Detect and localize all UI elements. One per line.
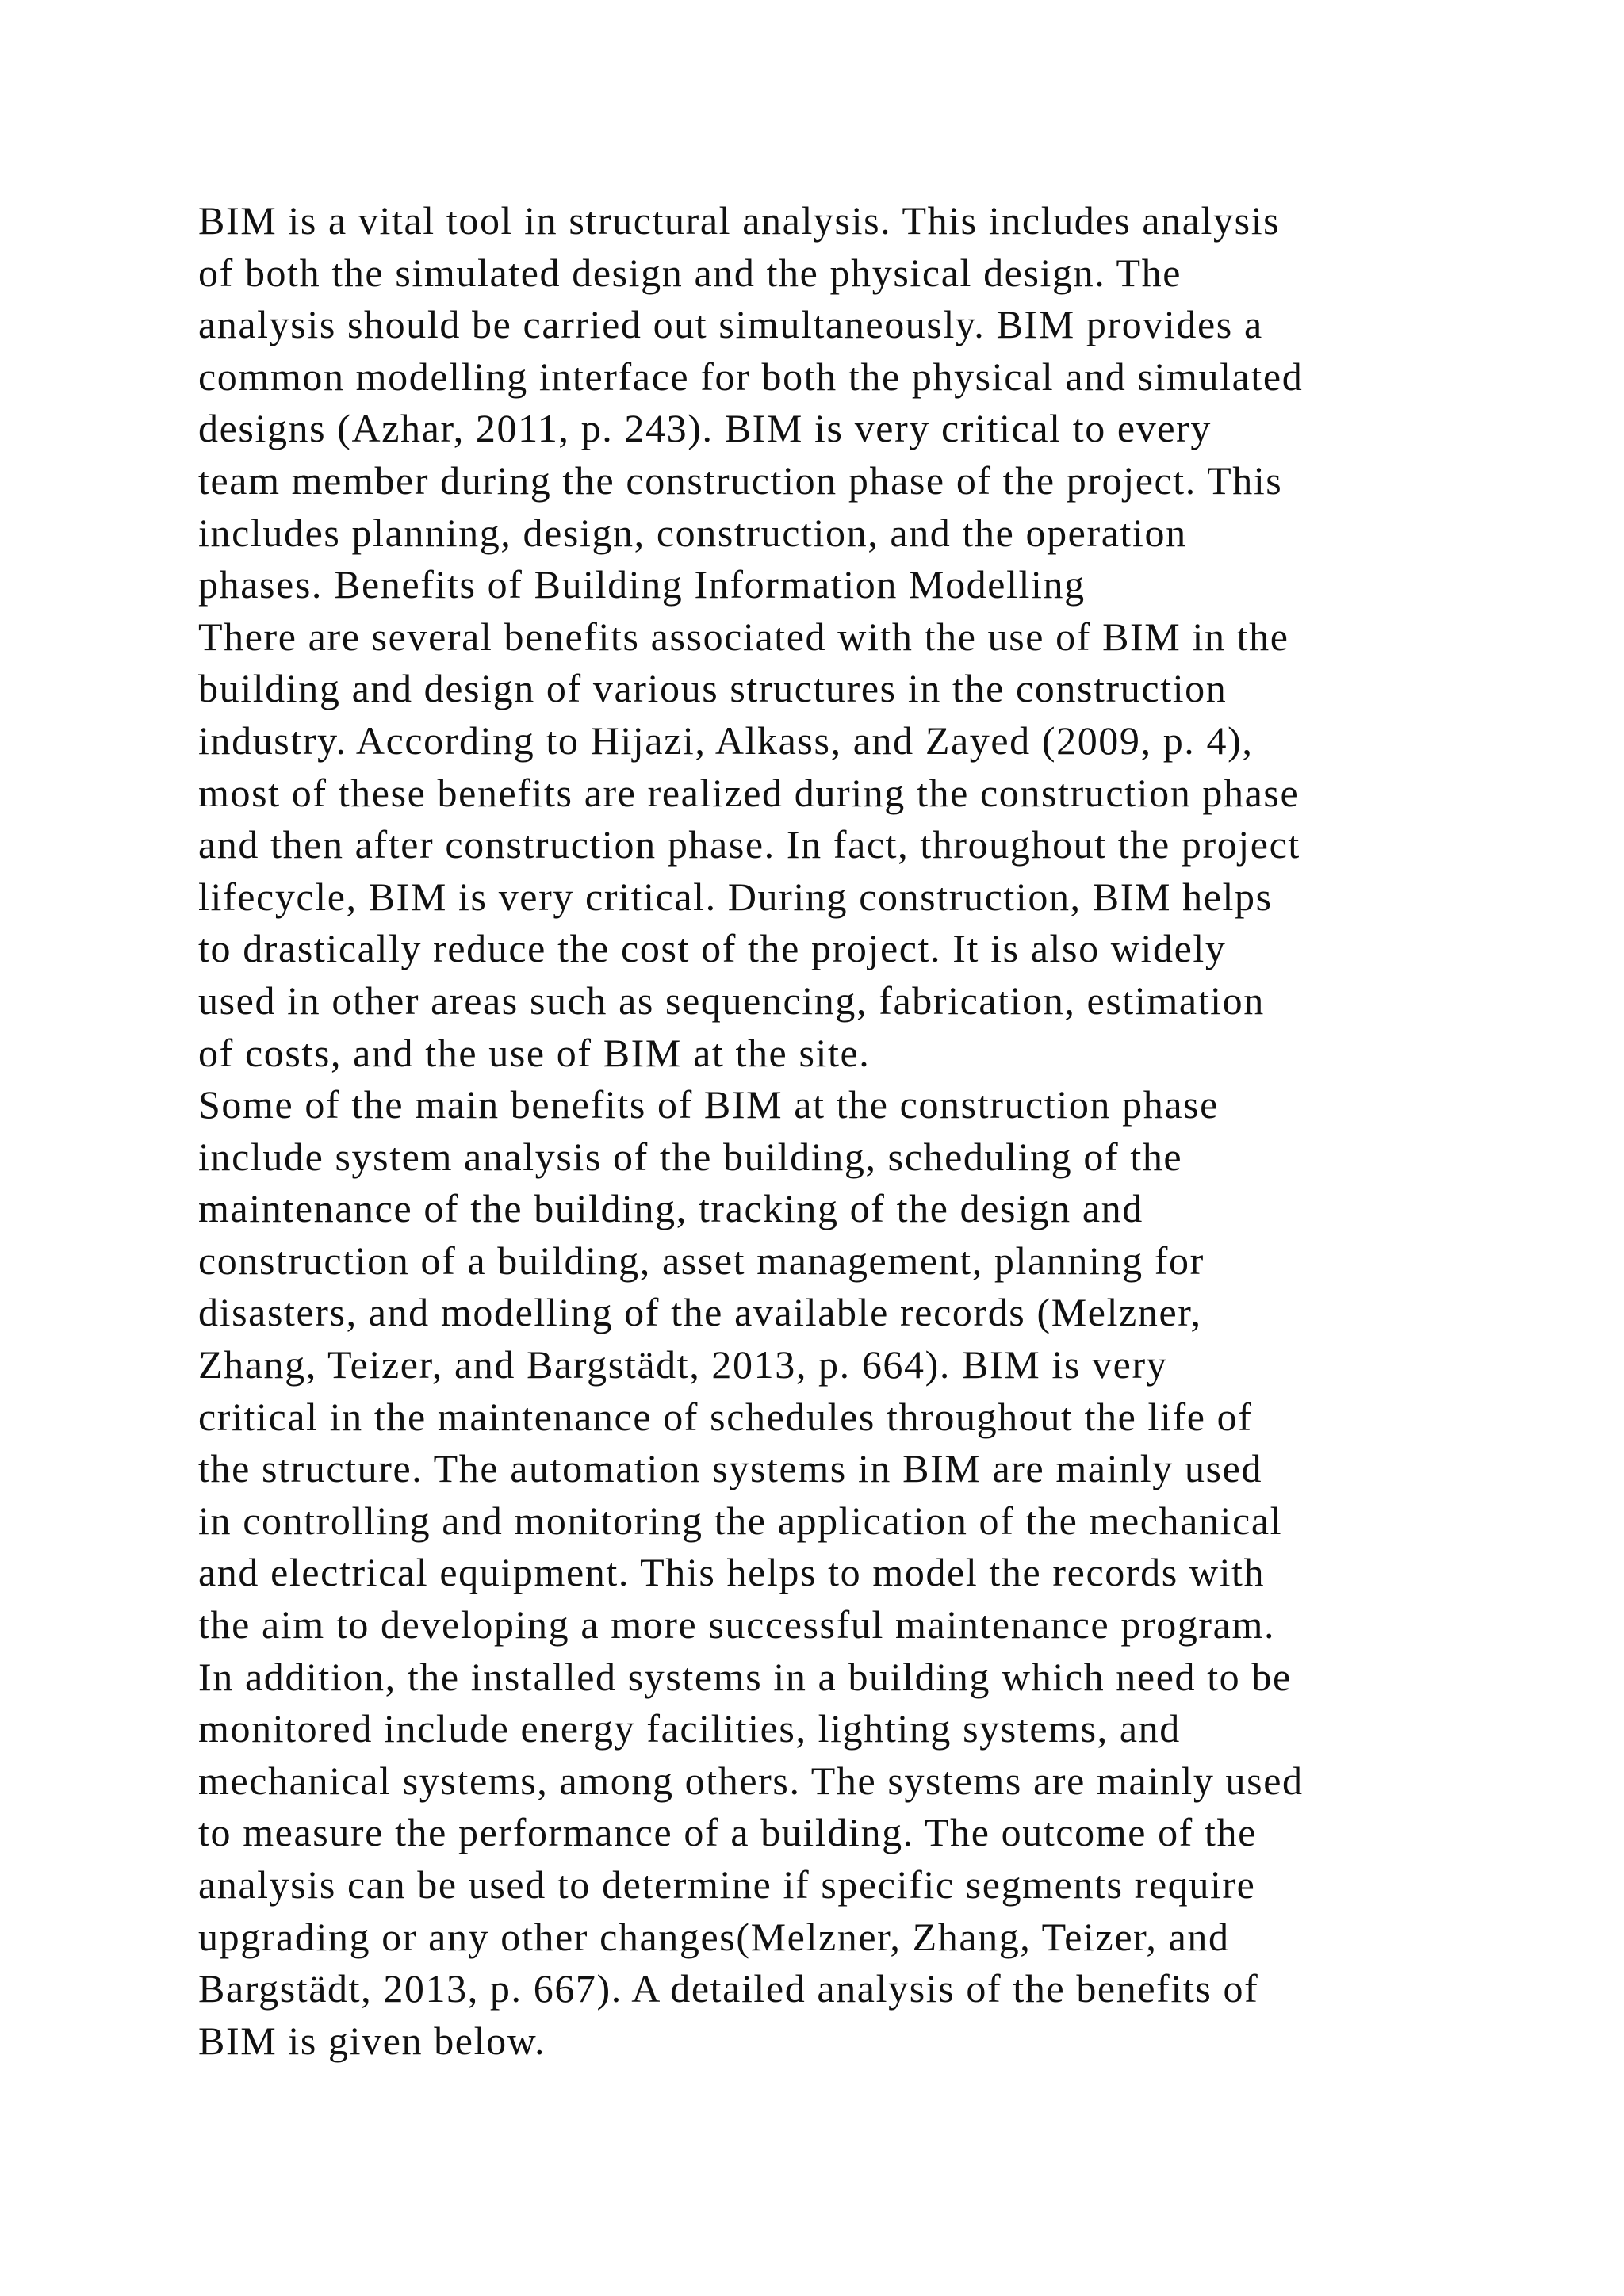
text-line-10: building and design of various structures in the construction xyxy=(198,666,1228,711)
text-line-35: Bargstädt, 2013, p. 667). A detailed analysis of the benefits of xyxy=(198,1966,1259,2011)
text-line-9: There are several benefits associated with the use of BIM in the xyxy=(198,614,1289,659)
text-line-18: Some of the main benefits of BIM at the construction phase xyxy=(198,1082,1219,1127)
text-line-7: includes planning, design, construction, and the operation xyxy=(198,510,1187,555)
text-line-6: team member during the construction phase of the project. This xyxy=(198,457,1283,503)
text-line-1: BIM is a vital tool in structural analysis. This includes analysis xyxy=(198,198,1281,243)
text-line-3: analysis should be carried out simultaneously. BIM provides a xyxy=(198,302,1263,347)
text-line-4: common modelling interface for both the physical and simulated xyxy=(198,354,1304,399)
text-line-33: analysis can be used to determine if specific segments require xyxy=(198,1862,1256,1907)
text-line-12: most of these benefits are realized during the construction phase xyxy=(198,770,1300,815)
body-text xyxy=(198,195,1483,2067)
text-line-14: lifecycle, BIM is very critical. During construction, BIM helps xyxy=(198,874,1273,919)
text-line-20: maintenance of the building, tracking of the design and xyxy=(198,1186,1143,1231)
text-line-11: industry. According to Hijazi, Alkass, and Zayed (2009, p. 4), xyxy=(198,718,1254,763)
text-line-8: phases. Benefits of Building Information Modelling xyxy=(198,562,1086,607)
text-line-17: of costs, and the use of BIM at the site. xyxy=(198,1030,871,1075)
text-line-13: and then after construction phase. In fact, throughout the project xyxy=(198,822,1300,867)
text-line-26: in controlling and monitoring the application of the mechanical xyxy=(198,1498,1283,1543)
text-line-21: construction of a building, asset management, planning for xyxy=(198,1238,1205,1283)
text-line-36: BIM is given below. xyxy=(198,2018,546,2063)
text-line-22: disasters, and modelling of the available records (Melzner, xyxy=(198,1290,1202,1335)
text-line-15: to drastically reduce the cost of the project. It is also widely xyxy=(198,926,1227,971)
text-line-28: the aim to developing a more successful maintenance program. xyxy=(198,1602,1276,1647)
text-line-19: include system analysis of the building, scheduling of the xyxy=(198,1134,1183,1179)
text-line-24: critical in the maintenance of schedules throughout the life of xyxy=(198,1394,1253,1439)
text-line-29: In addition, the installed systems in a building which need to be xyxy=(198,1654,1292,1699)
text-line-25: the structure. The automation systems in BIM are mainly used xyxy=(198,1446,1263,1491)
text-line-5: designs (Azhar, 2011, p. 243). BIM is very critical to every xyxy=(198,406,1212,451)
text-line-23: Zhang, Teizer, and Bargstädt, 2013, p. 664). BIM is very xyxy=(198,1342,1168,1387)
text-line-32: to measure the performance of a building. The outcome of the xyxy=(198,1810,1257,1855)
text-line-34: upgrading or any other changes(Melzner, Zhang, Teizer, and xyxy=(198,1914,1230,1959)
text-line-16: used in other areas such as sequencing, fabrication, estimation xyxy=(198,978,1265,1023)
text-line-27: and electrical equipment. This helps to model the records with xyxy=(198,1550,1266,1595)
text-line-2: of both the simulated design and the physical design. The xyxy=(198,250,1182,295)
text-line-30: monitored include energy facilities, lighting systems, and xyxy=(198,1706,1181,1751)
text-line-31: mechanical systems, among others. The systems are mainly used xyxy=(198,1758,1304,1803)
